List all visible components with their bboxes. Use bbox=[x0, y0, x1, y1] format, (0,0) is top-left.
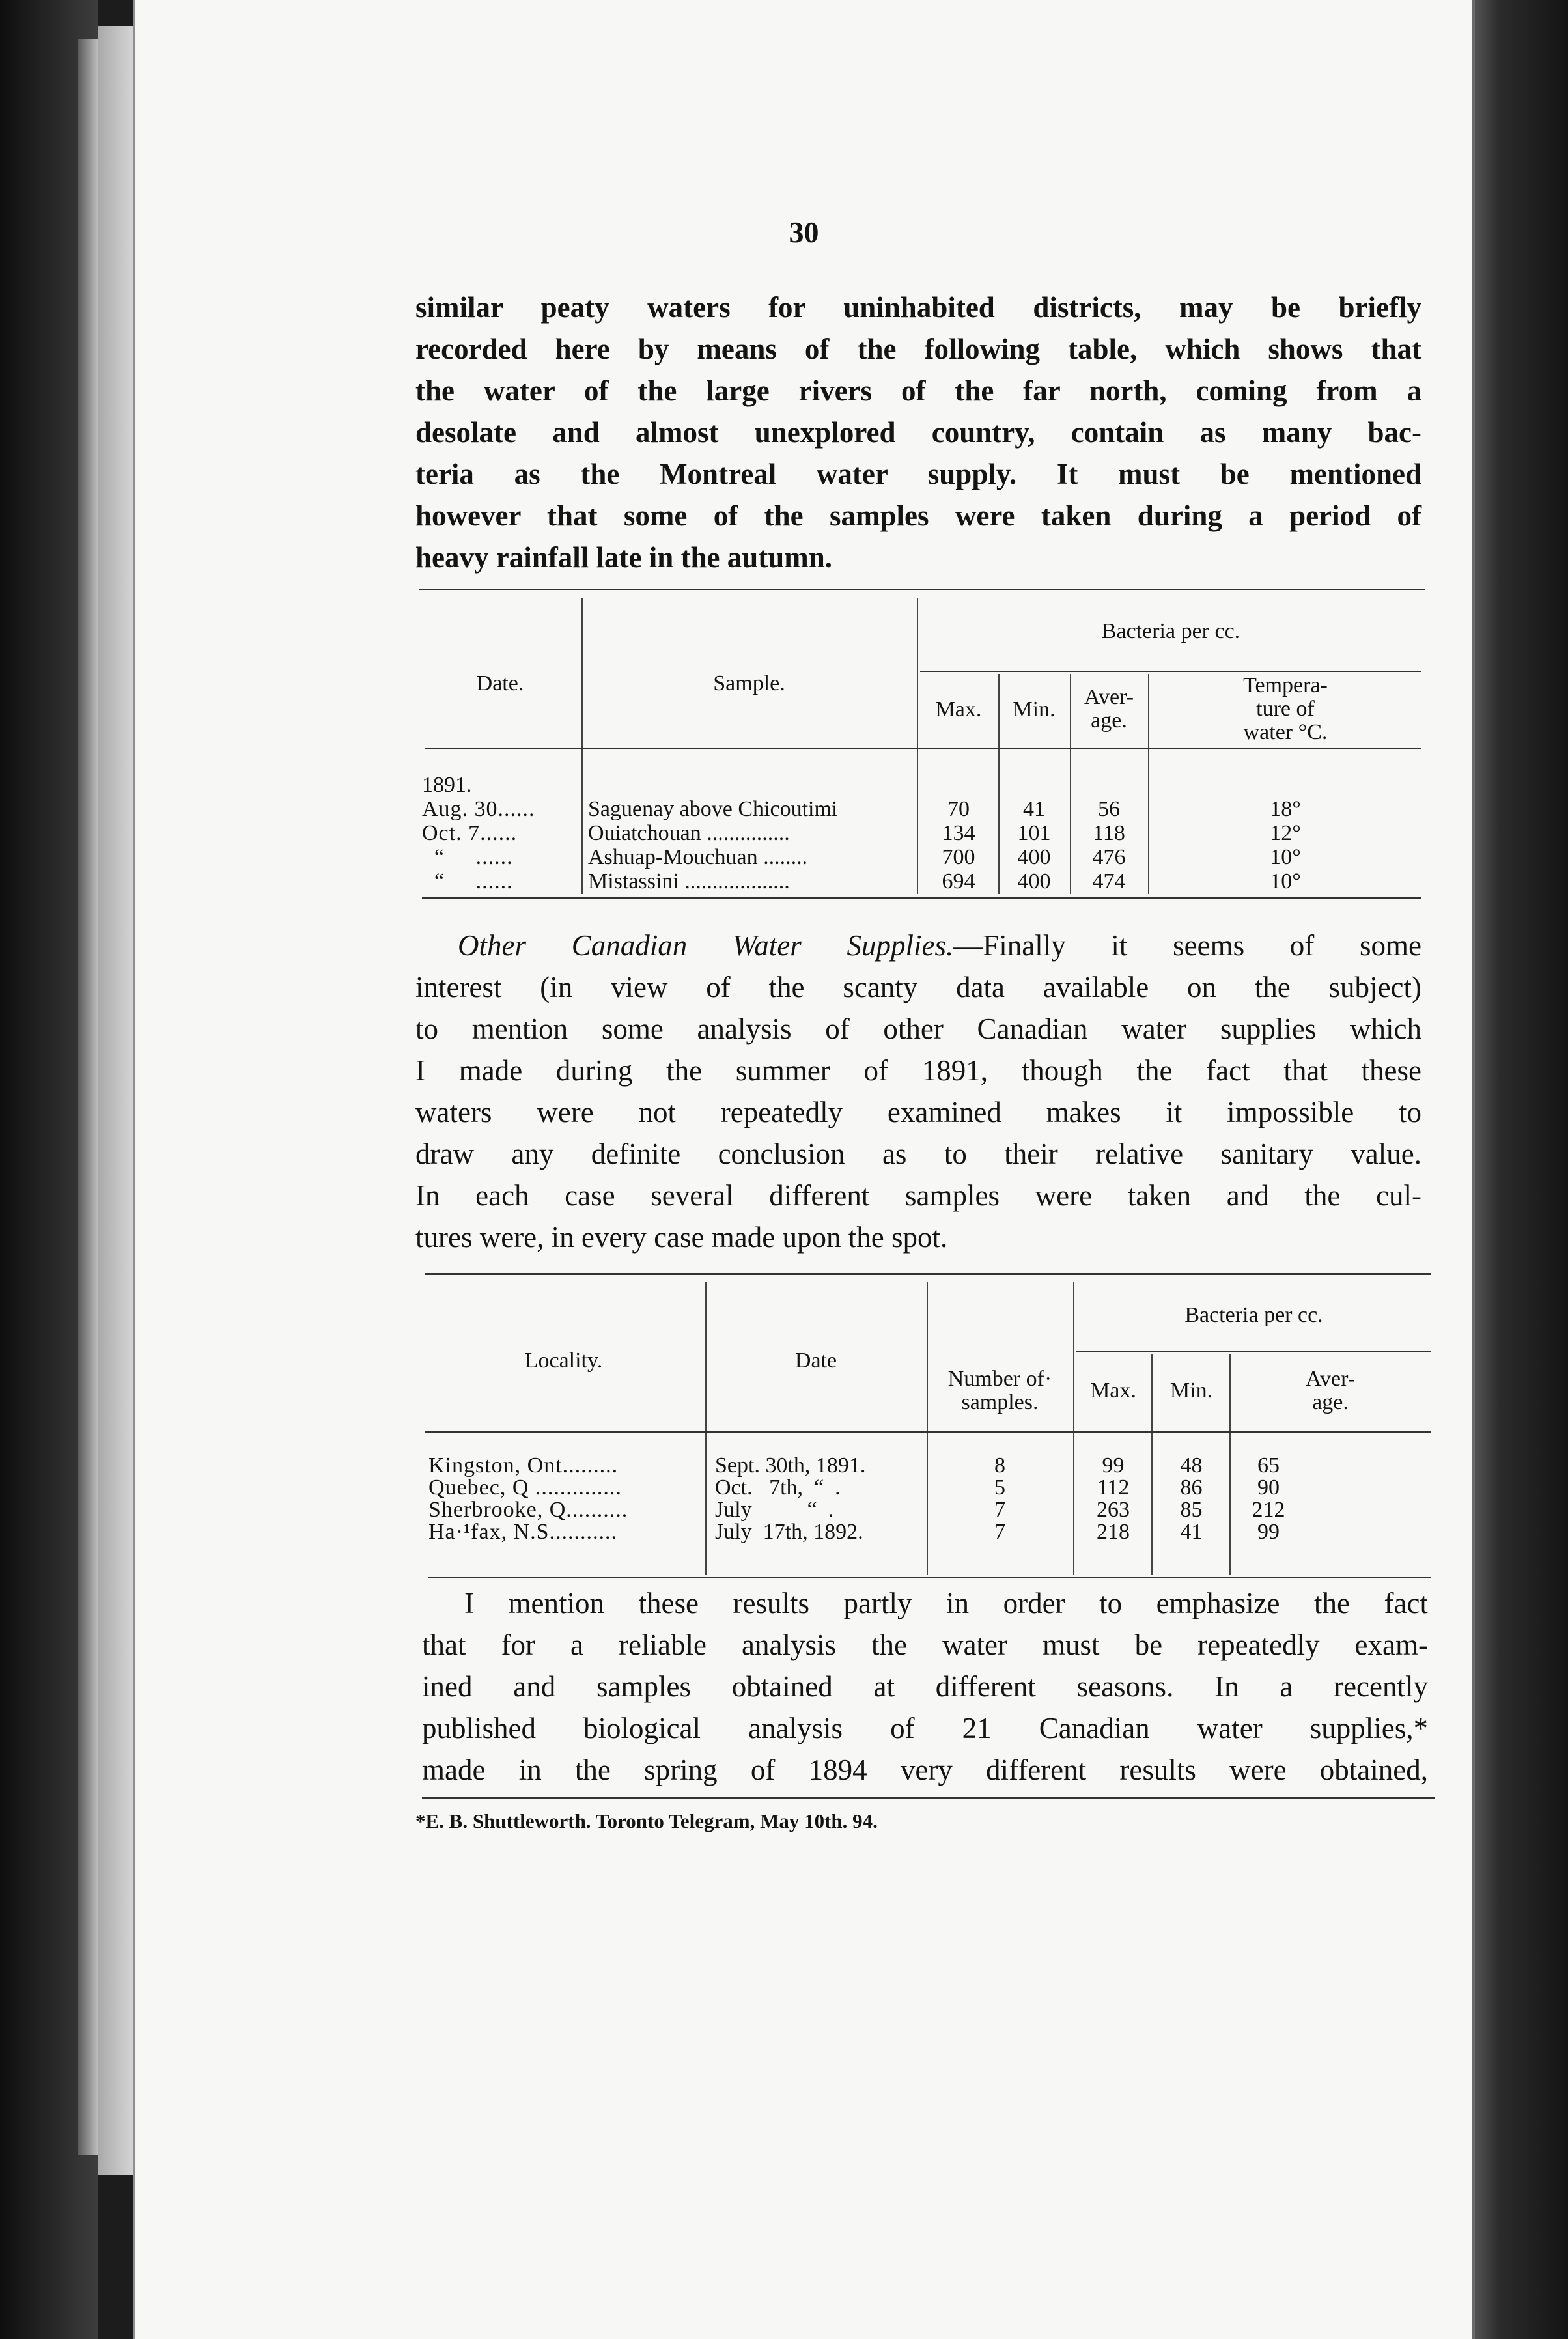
text-line: waters were not repeatedly examined makes it impossible to bbox=[415, 1096, 1421, 1128]
column-divider bbox=[1151, 1354, 1153, 1575]
text-line: however that some of the samples were taken during a period of bbox=[415, 499, 1421, 532]
group-header-rule bbox=[920, 671, 1421, 672]
header-line: ture of bbox=[1256, 697, 1315, 721]
header-number-of-samples bbox=[930, 1367, 1070, 1414]
header-average bbox=[1071, 686, 1147, 733]
column-divider bbox=[1073, 1282, 1074, 1575]
cell-max: 112 bbox=[1097, 1476, 1130, 1500]
header-line: age. bbox=[1091, 708, 1127, 733]
header-locality: Locality. bbox=[524, 1349, 603, 1373]
section-heading: Other Canadian Water Supplies. bbox=[458, 929, 954, 962]
table-top-rule bbox=[419, 589, 1425, 593]
header-min: Min. bbox=[1169, 1379, 1213, 1403]
cell-max: 694 bbox=[942, 869, 975, 893]
header-average bbox=[1233, 1367, 1428, 1414]
text-line: tures were, in every case made upon the spot. bbox=[415, 1221, 948, 1254]
cell-locality: Ha·¹fax, N.S........... bbox=[428, 1520, 618, 1544]
cell-max: 134 bbox=[942, 821, 975, 845]
header-line: Tempera- bbox=[1243, 673, 1328, 697]
cell-average: 56 bbox=[1098, 797, 1120, 821]
text-line: published biological analysis of 21 Canadian water supplies,* bbox=[422, 1712, 1428, 1744]
cell-sample: Mistassini ................... bbox=[588, 869, 790, 893]
text-line: In each case several different samples were taken and the cul- bbox=[415, 1179, 1421, 1212]
cell-max: 700 bbox=[942, 845, 975, 869]
text-line: made in the spring of 1894 very different results were obtained, bbox=[422, 1754, 1428, 1786]
cell-samples: 5 bbox=[994, 1476, 1005, 1500]
header-line: age. bbox=[1312, 1390, 1349, 1414]
header-sample: Sample. bbox=[713, 671, 785, 695]
group-header-rule bbox=[1076, 1351, 1431, 1352]
cell-max: 99 bbox=[1102, 1453, 1125, 1478]
header-line: Number of· bbox=[947, 1367, 1052, 1391]
table-top-rule bbox=[425, 1273, 1431, 1277]
cell-date: Oct. 7th, “ . bbox=[715, 1476, 841, 1500]
cell-date: Aug. 30...... bbox=[422, 797, 535, 821]
scan-page-stack bbox=[98, 26, 138, 2175]
cell-average: 90 bbox=[1257, 1476, 1280, 1500]
cell-date: July 17th, 1892. bbox=[715, 1520, 863, 1544]
cell-min: 85 bbox=[1180, 1498, 1203, 1522]
document-page bbox=[133, 0, 1475, 2339]
cell-max: 218 bbox=[1097, 1520, 1130, 1544]
cell-date: “ ...... bbox=[422, 845, 513, 869]
cell-locality: Sherbrooke, Q.......... bbox=[428, 1498, 628, 1522]
text-line: I mention these results partly in order to emphasize the fact bbox=[464, 1587, 1428, 1619]
cell-min: 41 bbox=[1180, 1520, 1203, 1544]
cell-sample: Ashuap-Mouchuan ........ bbox=[588, 845, 808, 869]
text-line: the water of the large rivers of the far north, coming from a bbox=[415, 374, 1421, 407]
text-line: ined and samples obtained at different seasons. In a recently bbox=[422, 1670, 1428, 1703]
cell-samples: 7 bbox=[994, 1498, 1005, 1522]
cell-average: 474 bbox=[1092, 869, 1126, 893]
cell-samples: 8 bbox=[994, 1453, 1005, 1478]
cell-date: Oct. 7...... bbox=[422, 821, 518, 845]
column-divider bbox=[1229, 1354, 1231, 1575]
footnote: *E. B. Shuttleworth. Toronto Telegram, May 10th. 94. bbox=[415, 1810, 878, 1832]
column-divider bbox=[581, 598, 583, 894]
cell-temperature: 12° bbox=[1270, 821, 1301, 845]
cell-date: “ ...... bbox=[422, 869, 513, 893]
text-line: recorded here by means of the following table, which shows that bbox=[415, 333, 1421, 365]
cell-min: 400 bbox=[1017, 845, 1051, 869]
header-date: Date bbox=[794, 1349, 837, 1373]
cell-average: 212 bbox=[1252, 1498, 1285, 1522]
cell-min: 101 bbox=[1017, 821, 1051, 845]
header-line: Aver- bbox=[1084, 685, 1134, 709]
cell-temperature: 10° bbox=[1270, 869, 1301, 893]
header-min: Min. bbox=[1013, 697, 1056, 721]
text-line bbox=[415, 925, 1421, 966]
column-divider bbox=[927, 1282, 928, 1575]
footnote-rule bbox=[422, 1797, 1435, 1799]
column-divider bbox=[705, 1282, 707, 1575]
results-paragraph bbox=[422, 1582, 1428, 1791]
header-temperature bbox=[1149, 674, 1421, 744]
text-line: to mention some analysis of other Canadian water supplies which bbox=[415, 1013, 1421, 1045]
text-line: interest (in view of the scanty data available on the subject) bbox=[415, 971, 1421, 1003]
intro-paragraph bbox=[415, 287, 1421, 578]
header-max: Max. bbox=[935, 697, 982, 721]
cell-min: 400 bbox=[1017, 869, 1051, 893]
text-line: similar peaty waters for uninhabited districts, may be briefly bbox=[415, 291, 1421, 324]
text-line: that for a reliable analysis the water must be repeatedly exam- bbox=[422, 1629, 1428, 1661]
other-supplies-paragraph bbox=[415, 925, 1421, 1258]
cell-min: 48 bbox=[1180, 1453, 1203, 1478]
text-line: desolate and almost unexplored country, contain as many bac- bbox=[415, 416, 1421, 449]
cell-average: 476 bbox=[1092, 845, 1126, 869]
header-line: water °C. bbox=[1243, 720, 1328, 744]
table-bottom-rule bbox=[428, 1577, 1431, 1578]
scan-page-edges bbox=[78, 39, 98, 2155]
column-divider bbox=[917, 598, 918, 894]
cell-average: 65 bbox=[1257, 1453, 1280, 1478]
header-bottom-rule bbox=[425, 1431, 1431, 1433]
header-max: Max. bbox=[1090, 1379, 1136, 1403]
header-line: Aver- bbox=[1305, 1367, 1356, 1391]
header-line: samples. bbox=[961, 1390, 1039, 1414]
cell-min: 41 bbox=[1023, 797, 1045, 821]
cell-average: 118 bbox=[1093, 821, 1125, 845]
header-bottom-rule bbox=[425, 748, 1421, 749]
text-line: heavy rainfall late in the autumn. bbox=[415, 541, 833, 574]
cell-sample: Ouiatchouan ............... bbox=[588, 821, 790, 845]
year-label: 1891. bbox=[422, 773, 472, 797]
text-run: —Finally it seems of some bbox=[953, 929, 1421, 962]
text-line: I made during the summer of 1891, though the fact that these bbox=[415, 1054, 1421, 1087]
text-line: teria as the Montreal water supply. It must be mentioned bbox=[415, 458, 1421, 490]
cell-sample: Saguenay above Chicoutimi bbox=[588, 797, 838, 821]
cell-locality: Kingston, Ont......... bbox=[428, 1453, 619, 1478]
cell-min: 86 bbox=[1180, 1476, 1203, 1500]
cell-date: Sept. 30th, 1891. bbox=[715, 1453, 866, 1478]
cell-max: 70 bbox=[947, 797, 970, 821]
header-bacteria-group: Bacteria per cc. bbox=[1184, 1303, 1323, 1327]
cell-temperature: 18° bbox=[1270, 797, 1301, 821]
page-number: 30 bbox=[789, 216, 819, 249]
cell-date: July “ . bbox=[715, 1498, 834, 1522]
header-date: Date. bbox=[476, 671, 524, 695]
cell-average: 99 bbox=[1257, 1520, 1280, 1544]
cell-temperature: 10° bbox=[1270, 845, 1301, 869]
table-bottom-rule bbox=[422, 897, 1421, 899]
header-bacteria-group: Bacteria per cc. bbox=[1101, 619, 1240, 643]
cell-samples: 7 bbox=[994, 1520, 1005, 1544]
cell-max: 263 bbox=[1097, 1498, 1130, 1522]
text-line: draw any definite conclusion as to their relative sanitary value. bbox=[415, 1138, 1421, 1170]
scan-right-margin bbox=[1470, 0, 1568, 2339]
cell-locality: Quebec, Q .............. bbox=[428, 1476, 622, 1500]
